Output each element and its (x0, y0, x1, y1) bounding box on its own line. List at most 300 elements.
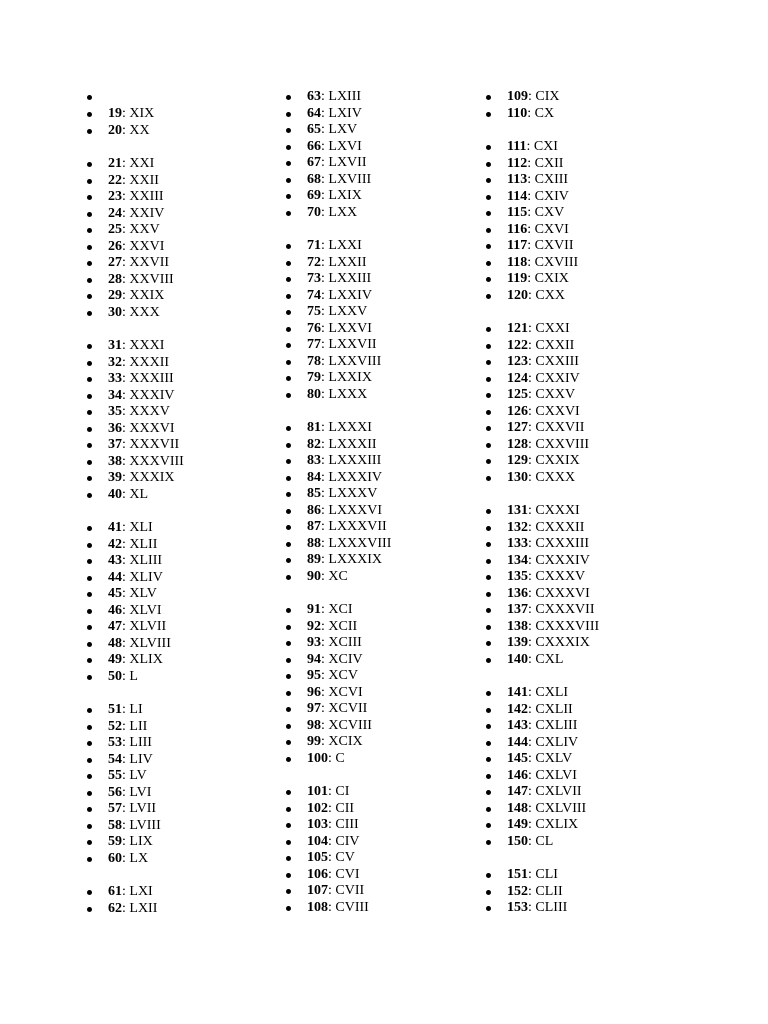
bullet-icon (286, 393, 291, 398)
arabic-number: 104 (307, 833, 328, 849)
separator: : (122, 834, 130, 849)
arabic-number: 103 (307, 817, 328, 832)
bullet-icon (286, 757, 291, 762)
list-item (80, 570, 280, 587)
bullet-icon (87, 195, 92, 200)
bullet-icon (486, 360, 491, 365)
list-item (279, 321, 479, 338)
roman-numeral: XLII (129, 536, 158, 552)
separator: : (321, 420, 329, 435)
arabic-number: 91 (307, 602, 321, 617)
list-item (80, 636, 280, 653)
arabic-number: 113 (507, 172, 528, 187)
arabic-number: 115 (507, 205, 528, 220)
separator: : (321, 552, 329, 567)
list-item (479, 222, 679, 239)
roman-numeral: XCVII (328, 701, 368, 716)
list-item (279, 188, 479, 205)
roman-numeral: CVI (335, 866, 360, 882)
roman-numeral: LXXI (328, 238, 362, 253)
roman-numeral: CXXVIII (535, 436, 590, 452)
list-item (279, 155, 479, 172)
separator: : (122, 718, 130, 734)
bullet-icon (286, 161, 291, 166)
roman-numeral: XXXIV (129, 387, 175, 403)
bullet-icon (486, 691, 491, 696)
bullet-icon (87, 609, 92, 614)
bullet-icon (286, 525, 291, 530)
arabic-number: 70 (307, 204, 321, 220)
list-item (279, 238, 479, 255)
arabic-number: 30 (108, 304, 122, 320)
roman-numeral: LXXXVII (328, 519, 387, 534)
separator: : (321, 122, 329, 137)
separator: : (528, 651, 536, 667)
bullet-icon (486, 178, 491, 183)
bullet-icon (87, 642, 92, 647)
separator: : (528, 387, 536, 402)
list-item (80, 255, 280, 272)
arabic-number: 127 (507, 420, 528, 435)
arabic-number: 108 (307, 899, 328, 915)
bullet-icon (486, 294, 491, 299)
arabic-number: 109 (507, 89, 528, 104)
separator: : (526, 139, 534, 154)
bullet-icon (286, 178, 291, 183)
bullet-icon (87, 228, 92, 233)
roman-numeral: LXXII (328, 254, 367, 270)
list-item (479, 387, 679, 404)
bullet-icon (286, 509, 291, 514)
arabic-number: 125 (507, 387, 528, 402)
separator: : (321, 155, 329, 170)
separator: : (528, 635, 536, 650)
separator: : (122, 122, 130, 138)
roman-numeral: LXXVI (328, 320, 372, 336)
roman-numeral: CLII (535, 883, 563, 899)
separator: : (122, 420, 130, 436)
separator: : (528, 420, 536, 435)
list-item (80, 206, 280, 223)
roman-numeral: LXXIII (328, 271, 372, 286)
bullet-icon (286, 277, 291, 282)
separator: : (528, 321, 536, 336)
separator: : (122, 652, 130, 667)
roman-numeral: XCII (328, 618, 358, 634)
arabic-number: 25 (108, 222, 122, 237)
list-item (80, 272, 280, 289)
arabic-number: 148 (507, 800, 528, 816)
list-item (279, 801, 479, 818)
separator: : (528, 800, 536, 816)
bullet-icon (486, 459, 491, 464)
list-item (80, 619, 280, 636)
arabic-number: 96 (307, 684, 321, 700)
bullet-icon (286, 724, 291, 729)
roman-numeral: XL (129, 486, 149, 502)
roman-numeral: LXIX (328, 188, 362, 203)
roman-numeral: XC (328, 568, 348, 584)
bullet-icon (286, 674, 291, 679)
roman-numeral: CXLVI (535, 767, 577, 783)
roman-numeral: XXVI (129, 238, 165, 254)
list-item (279, 668, 479, 685)
bullet-icon (286, 211, 291, 216)
roman-numeral: XCIX (328, 734, 363, 749)
separator: : (328, 833, 336, 849)
bullet-icon (486, 757, 491, 762)
bullet-icon (486, 509, 491, 514)
roman-numeral: CXLII (535, 701, 573, 717)
list-item (279, 519, 479, 536)
roman-numeral: CXXXVI (535, 585, 590, 601)
roman-numeral: LXIII (328, 89, 362, 104)
arabic-number: 149 (507, 817, 528, 832)
roman-numeral: XLVII (129, 619, 167, 634)
arabic-number: 85 (307, 486, 321, 501)
bullet-icon (486, 327, 491, 332)
separator: : (321, 370, 329, 385)
separator: : (321, 602, 329, 617)
separator: : (321, 502, 329, 518)
separator: : (122, 884, 130, 899)
list-item (479, 503, 679, 520)
arabic-number: 57 (108, 801, 122, 816)
bullet-icon (87, 526, 92, 531)
roman-numeral: CXV (534, 205, 565, 220)
roman-numeral: CII (335, 800, 355, 816)
separator: : (321, 519, 329, 534)
separator: : (527, 172, 535, 187)
list-item (479, 371, 679, 388)
separator: : (122, 238, 130, 254)
separator: : (321, 651, 329, 667)
list-item (80, 106, 280, 123)
roman-numeral: XXXIII (129, 371, 174, 386)
arabic-number: 123 (507, 354, 528, 369)
separator: : (321, 436, 329, 452)
roman-numeral: CXXV (535, 387, 576, 402)
bullet-icon (486, 542, 491, 547)
separator: : (321, 386, 329, 402)
separator: : (528, 751, 536, 766)
bullet-icon (87, 758, 92, 763)
list-item (279, 453, 479, 470)
roman-numeral: XCV (328, 668, 358, 683)
list-item (479, 801, 679, 818)
bullet-icon (87, 559, 92, 564)
roman-numeral: XXXIX (129, 470, 175, 485)
roman-numeral: LXXXII (328, 436, 377, 452)
separator: : (321, 717, 329, 733)
list-item (80, 818, 280, 835)
separator: : (122, 735, 130, 750)
separator: : (328, 800, 336, 816)
list-item (80, 371, 280, 388)
bullet-icon (286, 95, 291, 100)
roman-numeral: CXIV (534, 188, 569, 204)
separator: : (321, 701, 329, 716)
separator: : (321, 635, 329, 650)
list-item (279, 288, 479, 305)
list-item (479, 437, 679, 454)
bullet-icon (87, 394, 92, 399)
separator: : (122, 189, 130, 204)
list-item (479, 602, 679, 619)
bullet-icon (87, 907, 92, 912)
arabic-number: 36 (108, 420, 122, 436)
list-item (279, 205, 479, 222)
list-item (279, 337, 479, 354)
list-item (279, 569, 479, 586)
arabic-number: 72 (307, 254, 321, 270)
roman-numeral: CXXVI (535, 403, 580, 419)
bullet-icon (286, 740, 291, 745)
arabic-number: 53 (108, 735, 122, 750)
bullet-icon (486, 790, 491, 795)
arabic-number: 84 (307, 469, 321, 485)
bullet-icon (486, 807, 491, 812)
roman-numeral: XCIV (328, 651, 363, 667)
list-item (279, 89, 479, 106)
roman-numeral: LXV (328, 122, 358, 137)
roman-numeral: LXVII (328, 155, 367, 170)
separator: : (528, 89, 536, 104)
bullet-icon (87, 95, 92, 100)
bullet-icon (286, 575, 291, 580)
roman-numeral: CVII (335, 883, 365, 898)
bullet-icon (87, 278, 92, 283)
bullet-icon (286, 906, 291, 911)
separator: : (122, 470, 130, 485)
separator: : (528, 685, 536, 700)
bullet-icon (87, 460, 92, 465)
list-item (479, 89, 679, 106)
list-item (479, 569, 679, 586)
bullet-icon (87, 261, 92, 266)
separator: : (122, 850, 130, 866)
list-item (479, 189, 679, 206)
roman-numeral: XLVIII (129, 635, 171, 651)
separator: : (122, 702, 130, 717)
list-item (80, 768, 280, 785)
arabic-number: 26 (108, 238, 122, 254)
roman-numeral: CXXII (535, 337, 575, 353)
separator: : (528, 469, 536, 485)
separator: : (321, 287, 329, 303)
bullet-icon (87, 576, 92, 581)
roman-numeral: CIX (535, 89, 560, 104)
separator: : (528, 503, 536, 518)
list-item (479, 255, 679, 272)
list-item (279, 817, 479, 834)
roman-numeral: C (335, 750, 345, 766)
bullet-icon (87, 890, 92, 895)
list-item (80, 89, 280, 106)
arabic-number: 106 (307, 866, 328, 882)
separator: : (321, 486, 329, 501)
arabic-number: 142 (507, 701, 528, 717)
arabic-number: 22 (108, 172, 122, 188)
roman-numeral: CXXI (535, 321, 570, 336)
arabic-number: 73 (307, 271, 321, 286)
bullet-icon (87, 675, 92, 680)
arabic-number: 121 (507, 321, 528, 336)
separator: : (122, 768, 130, 783)
roman-numeral: LXXXVI (328, 502, 383, 518)
bullet-icon (87, 162, 92, 167)
separator: : (321, 535, 329, 551)
roman-numeral: CV (335, 850, 355, 865)
arabic-number: 29 (108, 288, 122, 303)
list-item (80, 801, 280, 818)
list-item (479, 768, 679, 785)
bullet-icon (286, 691, 291, 696)
roman-numeral: LIX (129, 834, 153, 849)
roman-numeral: CXXX (535, 469, 576, 485)
numeral-column-1 (80, 89, 280, 917)
bullet-icon (286, 145, 291, 150)
roman-numeral: CXLVII (535, 784, 582, 799)
list-item (80, 702, 280, 719)
roman-numeral: LXI (129, 884, 153, 899)
roman-numeral: XXII (129, 172, 159, 188)
list-item (80, 553, 280, 570)
bullet-icon (286, 244, 291, 249)
bullet-icon (286, 310, 291, 315)
arabic-number: 74 (307, 287, 321, 303)
separator: : (527, 271, 535, 286)
bullet-icon (286, 840, 291, 845)
roman-numeral: CXIII (534, 172, 569, 187)
separator: : (528, 453, 536, 468)
bullet-icon (486, 393, 491, 398)
arabic-number: 111 (507, 139, 527, 154)
list-item (279, 122, 479, 139)
roman-numeral: CXXXV (535, 569, 586, 584)
list-item (279, 734, 479, 751)
separator: : (321, 453, 329, 468)
arabic-number: 28 (108, 271, 122, 287)
arabic-number: 110 (507, 105, 528, 121)
roman-numeral: LXVI (328, 138, 362, 154)
arabic-number: 55 (108, 768, 122, 783)
separator: : (321, 469, 329, 485)
bullet-icon (87, 427, 92, 432)
list-item (80, 437, 280, 454)
arabic-number: 140 (507, 651, 528, 667)
bullet-icon (286, 608, 291, 613)
list-item (80, 834, 280, 851)
list-item (279, 503, 479, 520)
roman-numeral: CXL (535, 651, 564, 667)
arabic-number: 138 (507, 618, 528, 634)
bullet-icon (486, 741, 491, 746)
arabic-number: 133 (507, 536, 528, 551)
roman-numeral: XLIX (129, 652, 163, 667)
arabic-number: 92 (307, 618, 321, 634)
list-item (80, 388, 280, 405)
separator: : (528, 536, 536, 551)
list-item (479, 288, 679, 305)
bullet-icon (87, 807, 92, 812)
roman-numeral: LXXXIV (328, 469, 383, 485)
separator: : (527, 155, 535, 171)
bullet-icon (87, 443, 92, 448)
list-item (479, 718, 679, 735)
arabic-number: 87 (307, 519, 321, 534)
arabic-number: 119 (507, 271, 528, 286)
list-item (80, 404, 280, 421)
list-item (80, 239, 280, 256)
separator: : (528, 354, 536, 369)
bullet-icon (87, 543, 92, 548)
arabic-number: 58 (108, 817, 122, 833)
arabic-number: 77 (307, 337, 321, 352)
separator: : (321, 238, 329, 253)
bullet-icon (286, 443, 291, 448)
arabic-number: 80 (307, 386, 321, 402)
arabic-number: 75 (307, 304, 321, 319)
bullet-icon (486, 823, 491, 828)
roman-numeral: LIV (129, 751, 153, 767)
arabic-number: 101 (307, 784, 328, 799)
separator: : (528, 900, 536, 915)
arabic-number: 90 (307, 568, 321, 584)
bullet-icon (286, 261, 291, 266)
arabic-number: 71 (307, 238, 321, 253)
separator: : (321, 337, 329, 352)
bullet-icon (486, 559, 491, 564)
list-item (479, 156, 679, 173)
arabic-number: 89 (307, 552, 321, 567)
list-item (479, 172, 679, 189)
roman-numeral: CXVIII (534, 254, 579, 270)
arabic-number: 128 (507, 436, 528, 452)
bullet-icon (286, 112, 291, 117)
bullet-icon (87, 658, 92, 663)
list-item (479, 834, 679, 851)
list-item (479, 685, 679, 702)
roman-numeral: CXVI (534, 221, 569, 237)
separator: : (321, 204, 329, 220)
roman-numeral: LIII (129, 735, 152, 750)
arabic-number: 44 (108, 569, 122, 585)
separator: : (122, 404, 130, 419)
arabic-number: 94 (307, 651, 321, 667)
roman-numeral: CXXXIII (535, 536, 590, 551)
bullet-icon (286, 873, 291, 878)
arabic-number: 62 (108, 900, 122, 916)
list-item (479, 238, 679, 255)
list-item (80, 752, 280, 769)
roman-numeral: XXXV (129, 404, 170, 419)
list-item (80, 603, 280, 620)
roman-numeral: XXIV (129, 205, 165, 221)
bullet-icon (486, 641, 491, 646)
separator: : (328, 899, 336, 915)
separator: : (122, 106, 130, 121)
separator: : (528, 718, 536, 733)
roman-numeral: XXXI (129, 338, 165, 353)
list-item (80, 189, 280, 206)
bullet-icon (486, 145, 491, 150)
bullet-icon (486, 724, 491, 729)
roman-numeral: LX (129, 850, 149, 866)
roman-numeral: CLI (535, 867, 558, 882)
arabic-number: 41 (108, 520, 122, 535)
separator: : (122, 668, 130, 684)
